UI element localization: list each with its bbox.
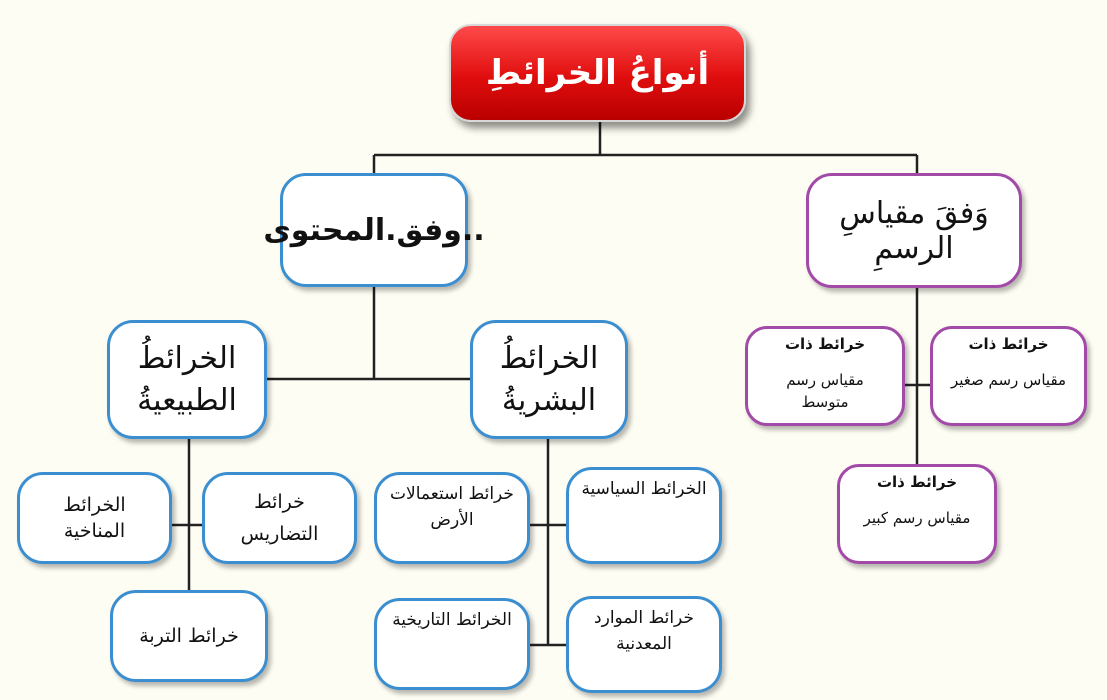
natural-maps-node xyxy=(107,320,267,439)
by-scale-node xyxy=(806,173,1022,288)
political-maps-label: الخرائط السياسية xyxy=(581,479,707,499)
mineral-resources-maps-node xyxy=(566,596,722,693)
by-content-node xyxy=(263,173,485,287)
land-use-maps-node xyxy=(374,472,530,564)
large-scale-maps-node xyxy=(837,464,997,564)
historical-maps-node xyxy=(374,598,530,690)
small-scale-line2: مقياس رسم صغير xyxy=(950,371,1067,389)
land-use-maps-label: خرائط استعمالات الأرض xyxy=(390,484,514,530)
historical-maps-label: الخرائط التاريخية xyxy=(392,610,512,630)
by-content-label: ..وفق.المحتوى xyxy=(263,212,485,248)
relief-maps-label: خرائط التضاريس xyxy=(240,491,319,545)
political-maps-node xyxy=(566,467,722,564)
large-scale-line1: خرائط ذات xyxy=(876,473,958,491)
by-scale-label: وَفقَ مقياسِ الرسمِ xyxy=(839,195,989,266)
human-maps-node xyxy=(470,320,628,439)
medium-scale-line1: خرائط ذات xyxy=(784,335,866,353)
medium-scale-line2: مقياس رسم متوسط xyxy=(786,371,864,411)
root-node xyxy=(449,24,746,122)
small-scale-line1: خرائط ذات xyxy=(968,335,1049,353)
natural-maps-line2: الطبيعيةُ xyxy=(137,382,237,418)
mineral-resources-maps-label: خرائط الموارد المعدنية xyxy=(594,608,694,654)
natural-maps-line1: الخرائطُ xyxy=(137,340,237,376)
soil-maps-label: خرائط التربة xyxy=(139,625,239,647)
climate-maps-label: الخرائط المناخية xyxy=(63,494,126,542)
human-maps-line1: الخرائطُ xyxy=(499,340,599,376)
human-maps-line2: البشريةُ xyxy=(501,382,597,418)
relief-maps-node xyxy=(202,472,357,564)
small-scale-maps-node xyxy=(930,326,1087,426)
climate-maps-node xyxy=(17,472,172,564)
medium-scale-maps-node xyxy=(745,326,905,426)
root-title: أنواعُ الخرائطِ xyxy=(485,53,710,93)
soil-maps-node xyxy=(110,590,268,682)
large-scale-line2: مقياس رسم كبير xyxy=(863,509,971,527)
